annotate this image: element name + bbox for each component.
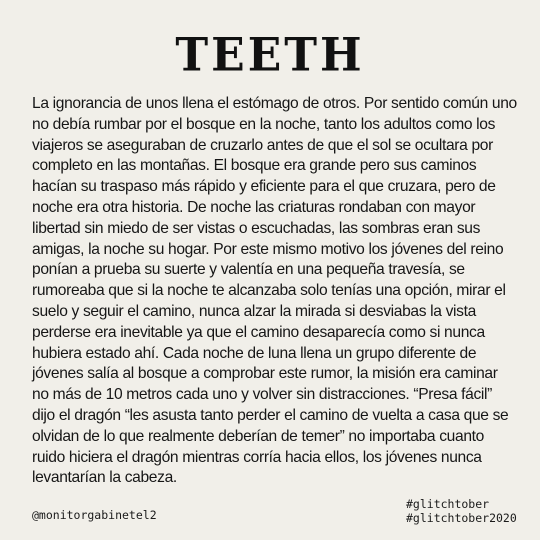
hashtag: #glitchtober2020	[406, 511, 517, 525]
hashtag: #glitchtober	[406, 497, 490, 511]
author-handle: @monitorgabinetel2	[32, 508, 157, 522]
story-title: TEETH	[175, 28, 365, 83]
story-text: La ignorancia de unos llena el estómago de otros. Por sentido común uno no debía rumbar por el bosque en la noche, tanto los adultos como los viajeros se aseguraban de cruzarlo antes de que el sol se ocultara por completo en las montañas. El bosque era grande pero sus caminos hacían su traspaso más rápido y eficiente para el que cruzara, pero de noche era otra historia. De noche las criaturas rondaban con mayor libertad sin miedo de ser vistas o escuchadas, las sombras eran sus amigas, la noche su hogar. Por este mismo motivo los jóvenes del reino ponían a prueba su suerte y valentía en una pequeña travesía, se rumoreaba que si la noche te alcanzaba solo tenías una opción, mirar el suelo y seguir el camino, nunca alzar la mirada si desviabas la vista perderse era inevitable ya que el camino desaparecía como si nunca hubiera estado ahí. Cada noche de luna llena un grupo diferente de jóvenes salía al bosque a comprobar este rumor, la misión era caminar no más de 10 metros cada uno y volver sin distracciones. “Presa fácil” dijo el dragón “les asusta tanto perder el camino de vuelta a casa que se olvidan de lo que realmente deberían de temer” no importaba cuanto ruido hiciera el dragón mientras corría hacia ellos, los jóvenes nunca levantarían la cabeza.	[32, 95, 517, 487]
hashtag-list	[406, 497, 517, 525]
